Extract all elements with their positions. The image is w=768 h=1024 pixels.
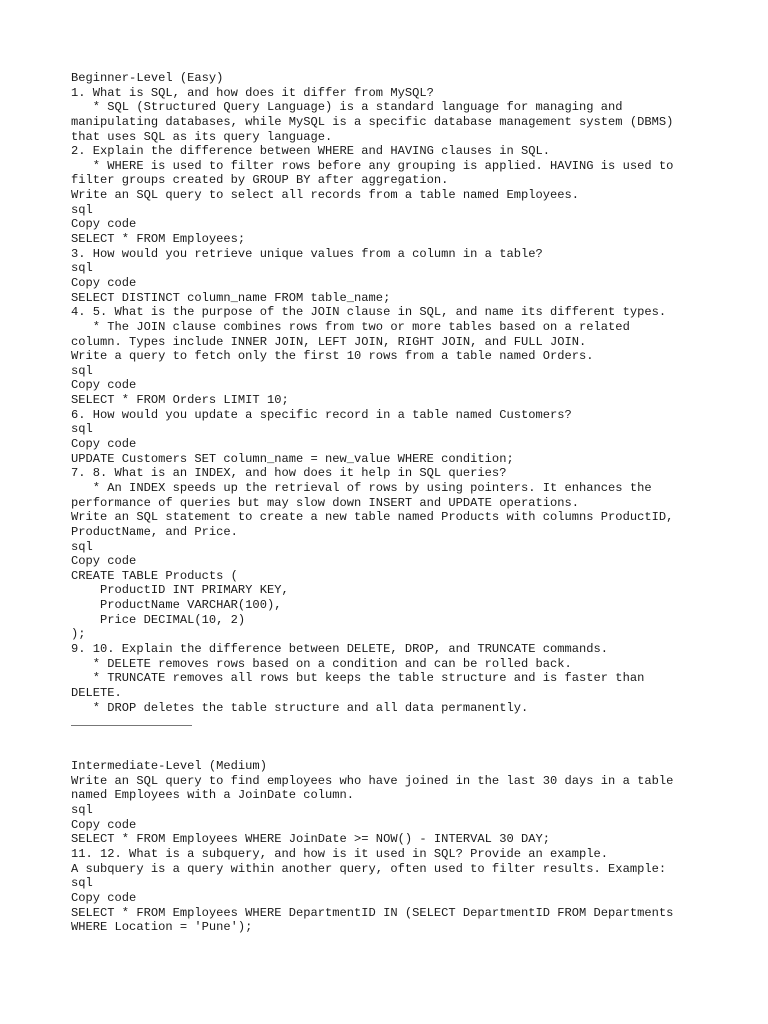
code-line: SELECT * FROM Employees WHERE DepartmentID IN (SELECT DepartmentID FROM Departments xyxy=(71,905,674,920)
code-language-label: sql xyxy=(71,422,93,437)
code-language-label: sql xyxy=(71,539,93,554)
question-line: 3. How would you retrieve unique values from a column in a table? xyxy=(71,246,543,261)
answer-line: * DELETE removes rows based on a condition and can be rolled back. xyxy=(71,656,572,671)
answer-line: column. Types include INNER JOIN, LEFT JOIN, RIGHT JOIN, and FULL JOIN. xyxy=(71,334,587,349)
copy-code-label: Copy code xyxy=(71,378,137,393)
answer-line: * TRUNCATE removes all rows but keeps the table structure and is faster than xyxy=(71,671,645,686)
copy-code-label: Copy code xyxy=(71,275,137,290)
question-line: 4. 5. What is the purpose of the JOIN clause in SQL, and name its different types. xyxy=(71,305,667,320)
question-line: Write an SQL query to select all records from a table named Employees. xyxy=(71,188,580,203)
blank-line xyxy=(71,730,711,745)
answer-line: * An INDEX speeds up the retrieval of rows by using pointers. It enhances the xyxy=(71,480,652,495)
blank-line xyxy=(71,744,711,759)
answer-line: * WHERE is used to filter rows before any grouping is applied. HAVING is used to xyxy=(71,158,674,173)
code-language-label: sql xyxy=(71,363,93,378)
answer-line: DELETE. xyxy=(71,685,122,700)
question-line: named Employees with a JoinDate column. xyxy=(71,788,355,803)
code-line: ); xyxy=(71,627,86,642)
code-line: WHERE Location = 'Pune'); xyxy=(71,920,253,935)
answer-line: * The JOIN clause combines rows from two or more tables based on a related xyxy=(71,319,630,334)
answer-line: that uses SQL as its query language. xyxy=(71,129,333,144)
code-language-label: sql xyxy=(71,876,93,891)
question-line: 2. Explain the difference between WHERE and HAVING clauses in SQL. xyxy=(71,144,550,159)
answer-line: filter groups created by GROUP BY after aggregation. xyxy=(71,173,449,188)
question-line: ProductName, and Price. xyxy=(71,524,238,539)
code-language-label: sql xyxy=(71,261,93,276)
copy-code-label: Copy code xyxy=(71,217,137,232)
answer-line: * DROP deletes the table structure and all data permanently. xyxy=(71,700,529,715)
copy-code-label: Copy code xyxy=(71,437,137,452)
question-line: Write a query to fetch only the first 10 rows from a table named Orders. xyxy=(71,349,594,364)
code-line: SELECT * FROM Orders LIMIT 10; xyxy=(71,393,289,408)
code-line: ProductID INT PRIMARY KEY, xyxy=(71,583,289,598)
section-divider xyxy=(71,715,711,730)
question-line: Write an SQL query to find employees who have joined in the last 30 days in a table xyxy=(71,773,674,788)
answer-line: manipulating databases, while MySQL is a specific database management system (DBMS) xyxy=(71,114,674,129)
section-heading-beginner: Beginner-Level (Easy) xyxy=(71,71,224,85)
question-line: 6. How would you update a specific record in a table named Customers? xyxy=(71,407,572,422)
answer-line: A subquery is a query within another query, often used to filter results. Example: xyxy=(71,861,667,876)
copy-code-label: Copy code xyxy=(71,817,137,832)
question-line: Write an SQL statement to create a new table named Products with columns ProductID, xyxy=(71,510,674,525)
code-line: UPDATE Customers SET column_name = new_value WHERE condition; xyxy=(71,451,514,466)
answer-line: * SQL (Structured Query Language) is a standard language for managing and xyxy=(71,100,623,115)
question-line: 9. 10. Explain the difference between DELETE, DROP, and TRUNCATE commands. xyxy=(71,641,609,656)
section-heading-intermediate: Intermediate-Level (Medium) xyxy=(71,759,267,774)
copy-code-label: Copy code xyxy=(71,890,137,905)
answer-line: performance of queries but may slow down INSERT and UPDATE operations. xyxy=(71,495,580,510)
code-line: SELECT * FROM Employees WHERE JoinDate >= NOW() - INTERVAL 30 DAY; xyxy=(71,832,550,847)
question-line: 11. 12. What is a subquery, and how is it used in SQL? Provide an example. xyxy=(71,846,609,861)
code-line: SELECT * FROM Employees; xyxy=(71,232,246,247)
code-line: ProductName VARCHAR(100), xyxy=(71,598,282,613)
code-line: Price DECIMAL(10, 2) xyxy=(71,612,246,627)
code-line: CREATE TABLE Products ( xyxy=(71,568,238,583)
code-language-label: sql xyxy=(71,202,93,217)
copy-code-label: Copy code xyxy=(71,554,137,569)
code-language-label: sql xyxy=(71,803,93,818)
code-line: SELECT DISTINCT column_name FROM table_name; xyxy=(71,290,391,305)
question-line: 7. 8. What is an INDEX, and how does it help in SQL queries? xyxy=(71,466,507,481)
document-body xyxy=(71,71,711,935)
question-line: 1. What is SQL, and how does it differ from MySQL? xyxy=(71,85,434,100)
